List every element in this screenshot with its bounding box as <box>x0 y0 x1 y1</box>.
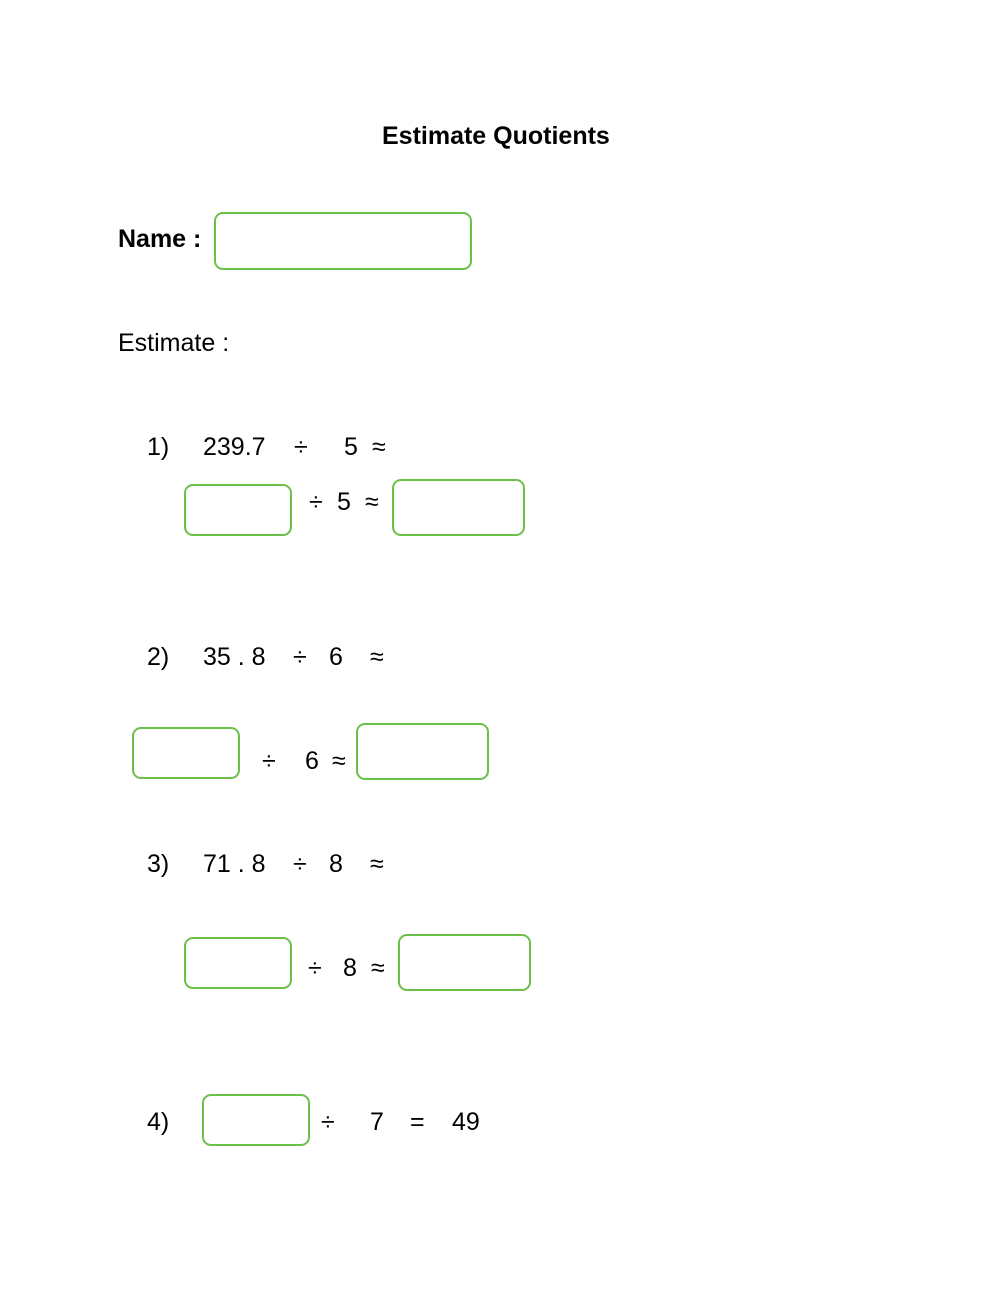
approx-symbol: ≈ <box>365 488 379 516</box>
divisor: 5 <box>337 488 351 516</box>
divisor: 6 <box>305 747 319 775</box>
rounded-dividend-input[interactable] <box>184 937 292 989</box>
problem-number: 4) <box>147 1108 170 1136</box>
dividend: 35 . 8 <box>203 643 266 671</box>
quotient-estimate-input[interactable] <box>392 479 525 536</box>
divide-symbol: ÷ <box>262 747 276 775</box>
rounded-dividend-input[interactable] <box>132 727 240 779</box>
approx-symbol: ≈ <box>370 850 384 878</box>
divide-symbol: ÷ <box>309 488 323 516</box>
approx-symbol: ≈ <box>370 643 384 671</box>
quotient-estimate-input[interactable] <box>356 723 489 780</box>
quotient-estimate-input[interactable] <box>398 934 531 991</box>
approx-symbol: ≈ <box>372 433 386 461</box>
problem-number: 3) <box>147 850 170 878</box>
divide-symbol: ÷ <box>321 1108 335 1136</box>
instruction-label: Estimate : <box>118 329 230 357</box>
divide-symbol: ÷ <box>308 954 322 982</box>
name-input[interactable] <box>214 212 472 270</box>
result: 49 <box>452 1108 480 1136</box>
divisor: 7 <box>370 1108 384 1136</box>
name-label: Name : <box>118 225 202 253</box>
divisor: 5 <box>344 433 358 461</box>
equals-symbol: = <box>410 1108 425 1136</box>
page-title: Estimate Quotients <box>382 122 610 150</box>
divide-symbol: ÷ <box>294 433 308 461</box>
dividend: 239.7 <box>203 433 266 461</box>
divisor: 6 <box>329 643 343 671</box>
approx-symbol: ≈ <box>371 954 385 982</box>
dividend: 71 . 8 <box>203 850 266 878</box>
divisor: 8 <box>343 954 357 982</box>
problem-number: 1) <box>147 433 170 461</box>
approx-symbol: ≈ <box>332 747 346 775</box>
divide-symbol: ÷ <box>293 643 307 671</box>
problem-number: 2) <box>147 643 170 671</box>
divisor: 8 <box>329 850 343 878</box>
rounded-dividend-input[interactable] <box>184 484 292 536</box>
divide-symbol: ÷ <box>293 850 307 878</box>
dividend-input[interactable] <box>202 1094 310 1146</box>
